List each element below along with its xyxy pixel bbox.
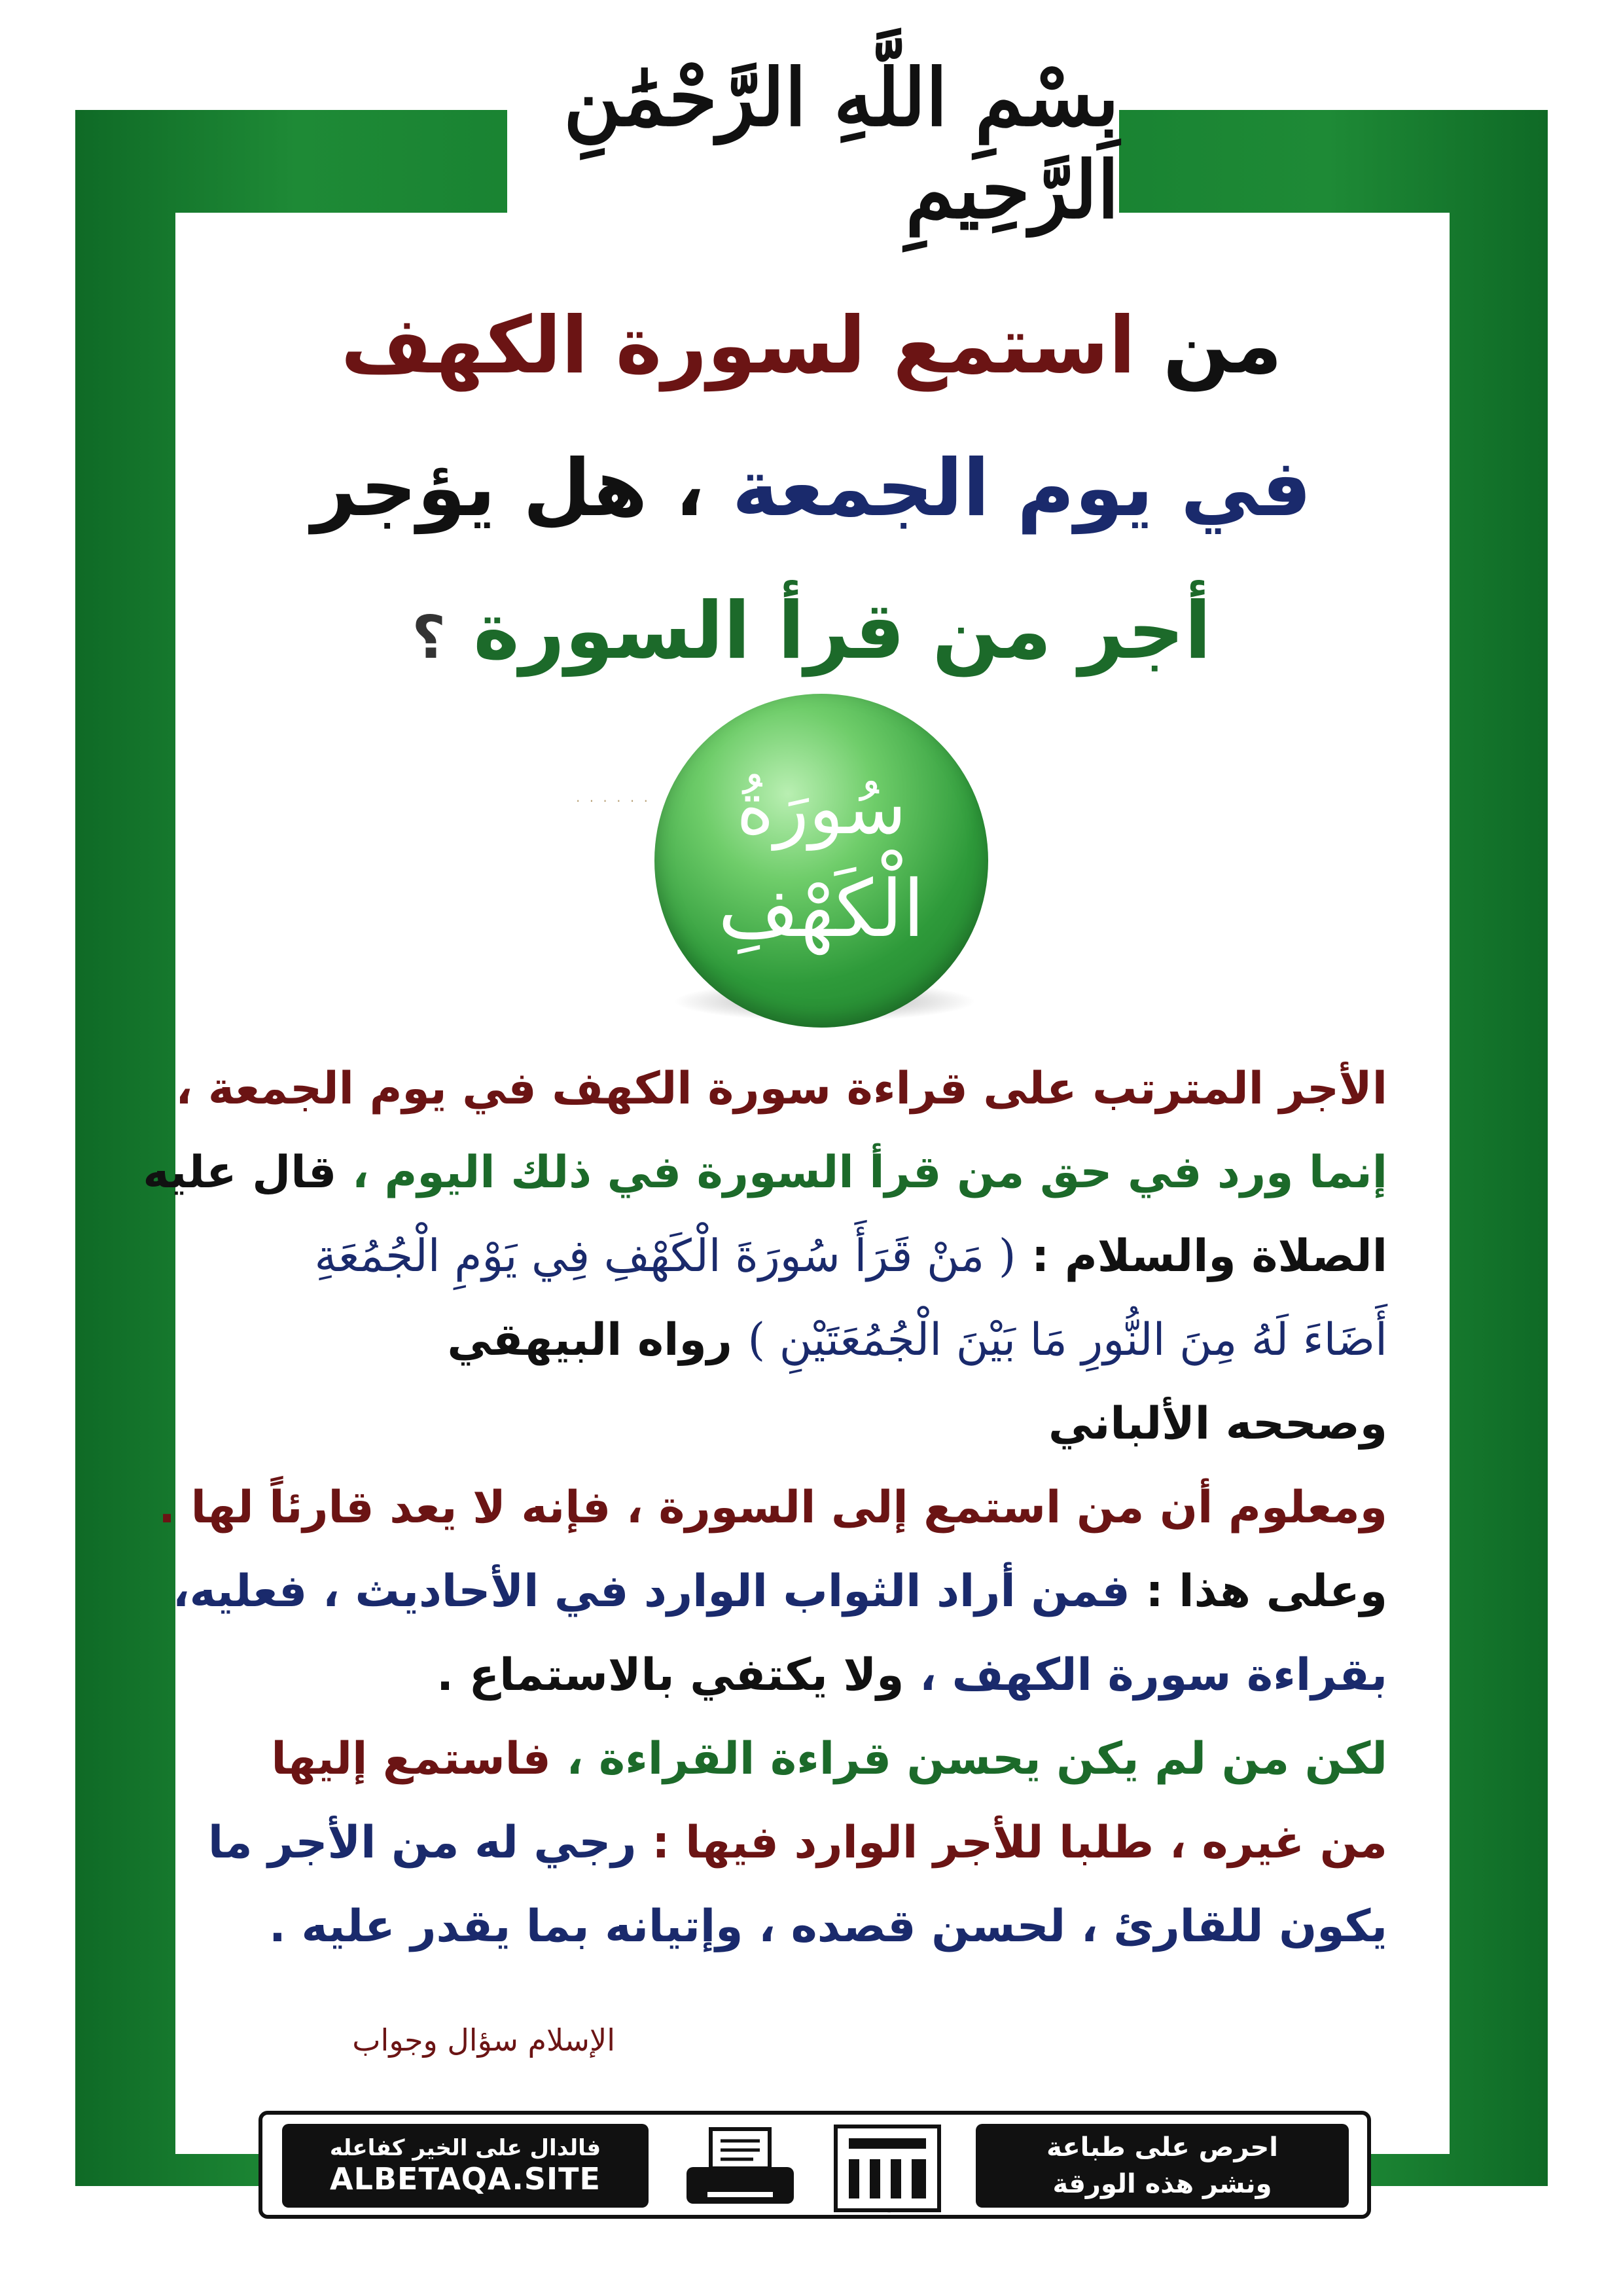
title-line-1 — [216, 275, 1407, 418]
body-line — [143, 1131, 1387, 1215]
body-line — [223, 1717, 1387, 1801]
title-word: من — [1163, 300, 1283, 391]
website-link[interactable]: ALBETAQA.SITE — [330, 2161, 601, 2197]
printer-icon — [681, 2126, 799, 2212]
footer-bar — [259, 2111, 1371, 2219]
title-question-mark: ؟ — [412, 603, 446, 672]
title-comma: ، — [675, 443, 705, 534]
decorative-dots: · · · · · · — [576, 793, 651, 809]
body-line — [172, 1550, 1387, 1634]
body-line: وصححه الألباني — [1048, 1398, 1387, 1450]
body-phrase: رواه البيهقي — [447, 1314, 732, 1366]
hadith-quote: ( مَنْ قَرَأَ سُورَةَ الْكَهْفِ فِي يَوْمِ الْجُمُعَةِ — [314, 1230, 1016, 1282]
body-line — [223, 1215, 1387, 1299]
body-line — [223, 1299, 1387, 1382]
badge-line-2: الْكَهْفِ — [718, 864, 925, 955]
body-phrase: قال عليه — [143, 1147, 337, 1198]
body-line: ومعلوم أن من استمع إلى السورة ، فإنه لا يعد قارئاً لها . — [158, 1482, 1387, 1534]
title-line-3 — [216, 560, 1407, 709]
body-line — [223, 1634, 1387, 1717]
dawah-logo-icon — [832, 2123, 943, 2214]
body-phrase: فاستمع إليها — [271, 1733, 551, 1785]
footer-print-box — [976, 2124, 1349, 2208]
body-line: يكون للقارئ ، لحسن قصده ، وإتيانه بما يقدر عليه . — [268, 1901, 1387, 1952]
body-line — [207, 1801, 1387, 1885]
article-body — [143, 1047, 1387, 1969]
body-phrase: إنما ورد في حق من قرأ السورة في ذلك اليوم ، — [352, 1147, 1387, 1198]
body-phrase: ولا يكتفي بالاستماع . — [437, 1649, 904, 1701]
body-phrase: رجي له من الأجر ما — [207, 1817, 637, 1869]
title-line-2 — [216, 418, 1407, 560]
title-phrase: استمع لسورة الكهف — [340, 300, 1136, 391]
surah-badge — [654, 694, 1073, 1034]
body-phrase: الصلاة والسلام : — [1031, 1230, 1387, 1282]
body-phrase: وعلى هذا : — [1145, 1566, 1387, 1617]
footer-motto: فالدال على الخير كفاعله — [329, 2135, 601, 2161]
title-phrase: أجر من قرأ السورة — [473, 586, 1211, 677]
basmala-calligraphy: بِسْمِ اللَّهِ الرَّحْمَٰنِ الرَّحِيمِ — [563, 52, 1119, 236]
body-line: الأجر المترتب على قراءة سورة الكهف في يوم الجمعة ، — [175, 1063, 1387, 1115]
surah-kahf-emblem — [654, 694, 988, 1028]
logo-text: دعوة الورقة — [887, 2213, 891, 2214]
body-phrase: لكن من لم يكن يحسن قراءة القراءة ، — [566, 1733, 1387, 1785]
title-phrase: هل يؤجر — [311, 443, 648, 534]
title-phrase: في يوم الجمعة — [732, 443, 1312, 534]
page-title — [216, 275, 1407, 709]
footer-print-line-2: ونشر هذه الورقة — [1052, 2169, 1272, 2199]
hadith-quote: أَضَاءَ لَهُ مِنَ النُّورِ مَا بَيْنَ الْجُمُعَتَيْنِ ) — [747, 1314, 1387, 1366]
body-phrase: من غيره ، طلبا للأجر الوارد فيها : — [652, 1817, 1387, 1869]
footer-print-line-1: احرص على طباعة — [1046, 2132, 1278, 2162]
badge-line-1: سُورَةُ — [736, 766, 906, 850]
body-phrase: فمن أراد الثواب الوارد في الأحاديث ، فعليه، — [172, 1566, 1130, 1617]
body-phrase: بقراءة سورة الكهف ، — [919, 1649, 1387, 1701]
footer-website-box — [282, 2124, 649, 2208]
source-credit: الإسلام سؤال وجواب — [352, 2022, 615, 2058]
